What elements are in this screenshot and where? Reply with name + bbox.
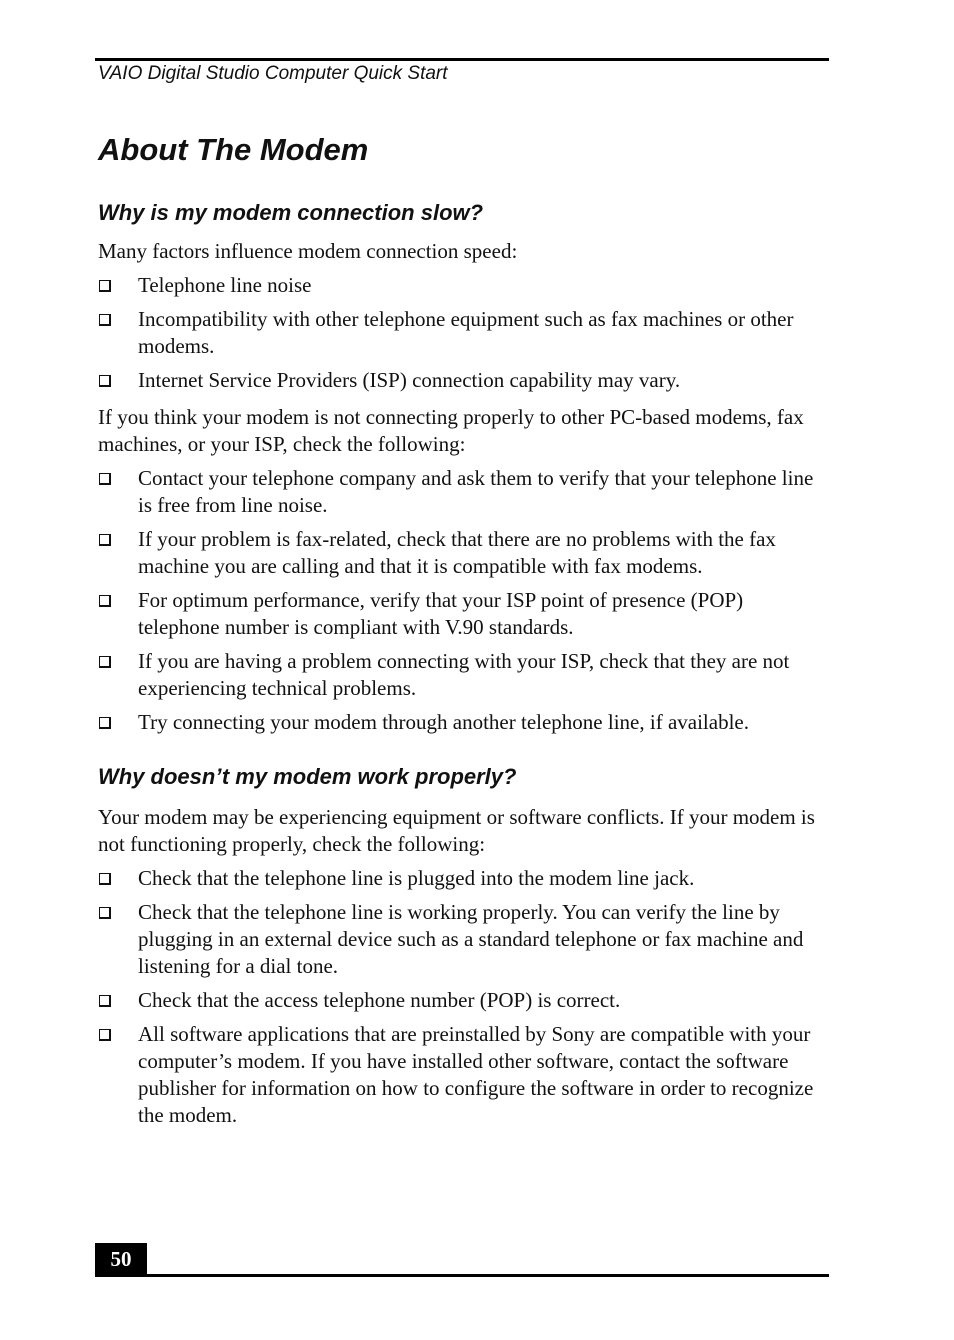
list-item: [98, 272, 826, 299]
header-rule: [95, 58, 829, 61]
list-item-text: Check that the telephone line is plugged into the modem line jack.: [138, 866, 695, 890]
list-item-text: Internet Service Providers (ISP) connection capability may vary.: [138, 368, 681, 392]
list-item-text: Try connecting your modem through another telephone line, if available.: [138, 710, 749, 734]
page-number: 50: [95, 1243, 147, 1276]
list-item: [98, 367, 826, 394]
list-item-text: For optimum performance, verify that your ISP point of presence (POP) telephone number is compliant with V.90 standards.: [138, 588, 744, 639]
checkbox-bullet-icon: [99, 375, 111, 387]
list-item: [98, 899, 826, 980]
section-title: About The Modem: [98, 132, 369, 167]
list-item-text: Check that the telephone line is working properly. You can verify the line by plugging in an external device such as a standard telephone or fax machine and listening for a dial tone.: [138, 900, 804, 978]
checkbox-bullet-icon: [99, 907, 111, 919]
checkbox-bullet-icon: [99, 717, 111, 729]
list-item: [98, 987, 826, 1014]
page-content: [98, 127, 826, 1139]
modem-work-intro: Your modem may be experiencing equipment or software conflicts. If your modem is not functioning properly, check the following:: [98, 805, 815, 856]
list-item-text: All software applications that are preinstalled by Sony are compatible with your computer’s modem. If you have installed other software, contact the software publisher for information on how to configure the software in order to recognize the modem.: [138, 1022, 814, 1127]
list-item: [98, 865, 826, 892]
list-item-text: If your problem is fax-related, check that there are no problems with the fax machine you are calling and that it is compatible with fax modems.: [138, 527, 776, 578]
list-item-text: If you are having a problem connecting with your ISP, check that they are not experiencing technical problems.: [138, 649, 790, 700]
slow-connection-intro: Many factors influence modem connection speed:: [98, 239, 518, 263]
checkbox-bullet-icon: [99, 534, 111, 546]
list-item: [98, 306, 826, 360]
checkbox-bullet-icon: [99, 473, 111, 485]
checkbox-bullet-icon: [99, 595, 111, 607]
running-header: VAIO Digital Studio Computer Quick Start: [98, 63, 448, 84]
footer-rule: [95, 1274, 829, 1277]
checkbox-bullet-icon: [99, 873, 111, 885]
list-item: [98, 648, 826, 702]
checkbox-bullet-icon: [99, 995, 111, 1007]
list-item-text: Telephone line noise: [138, 273, 312, 297]
list-item: [98, 1021, 826, 1129]
modem-work-checks-list: [98, 865, 826, 1129]
list-item: [98, 709, 826, 736]
list-item-text: Contact your telephone company and ask them to verify that your telephone line is free from line noise.: [138, 466, 814, 517]
list-item: [98, 465, 826, 519]
list-item-text: Check that the access telephone number (POP) is correct.: [138, 988, 621, 1012]
modem-work-heading: Why doesn’t my modem work properly?: [98, 764, 517, 789]
list-item: [98, 526, 826, 580]
list-item-text: Incompatibility with other telephone equipment such as fax machines or other modems.: [138, 307, 794, 358]
speed-factors-list: [98, 272, 826, 394]
checkbox-bullet-icon: [99, 314, 111, 326]
slow-connection-check-intro: If you think your modem is not connecting properly to other PC-based modems, fax machines, or your ISP, check the following:: [98, 405, 804, 456]
checkbox-bullet-icon: [99, 1029, 111, 1041]
slow-connection-checks-list: [98, 465, 826, 736]
checkbox-bullet-icon: [99, 656, 111, 668]
slow-connection-heading: Why is my modem connection slow?: [98, 200, 484, 225]
checkbox-bullet-icon: [99, 280, 111, 292]
list-item: [98, 587, 826, 641]
